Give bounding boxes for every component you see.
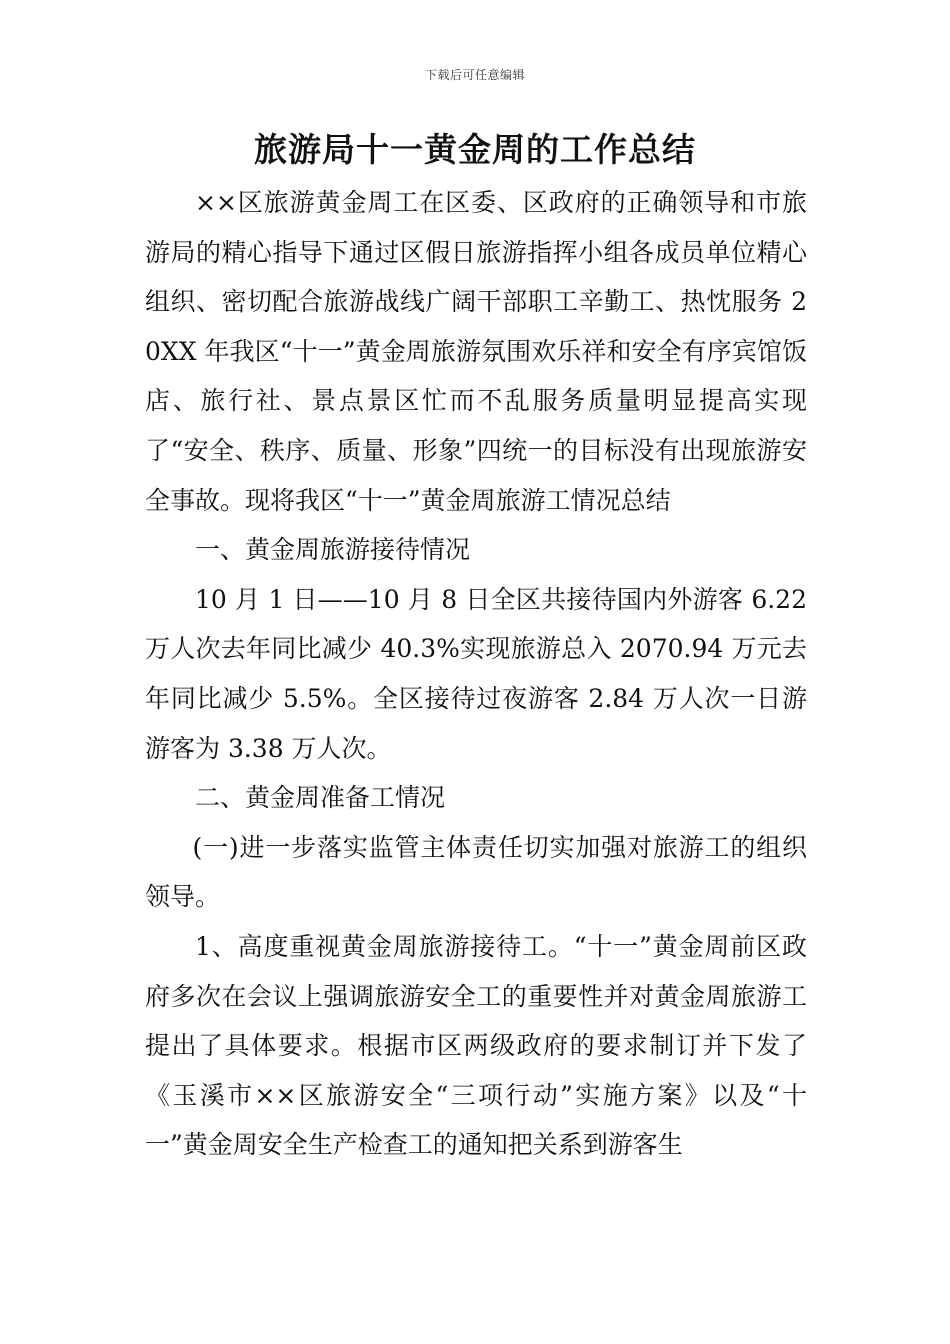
header-note: 下载后可任意编辑 <box>424 68 525 82</box>
paragraph-reception-stats: 10 月 1 日——10 月 8 日全区共接待国内外游客 6.22 万人次去年同比减少 40.3%实现旅游总入 2070.94 万元去年同比减少 5.5%。全区接待过夜游客 2.84 万人次一日游游客为 3.38 万人次。 <box>145 584 807 763</box>
subsection-heading-responsibility: (一)进一步落实监管主体责任切实加强对旅游工的组织领导。 <box>145 832 807 912</box>
paragraph-item-1: 1、高度重视黄金周旅游接待工。“十一”黄金周前区政府多次在会议上强调旅游安全工的重要性并对黄金周旅游工提出了具体要求。根据市区两级政府的要求制订并下发了《玉溪市××区旅游安全“三项行动”实施方案》以及“十一”黄金周安全生产检查工的通知把关系到游客生 <box>145 931 807 1160</box>
document-body <box>145 178 807 1170</box>
section-heading-reception: 一、黄金周旅游接待情况 <box>195 535 471 565</box>
paragraph-intro: ××区旅游黄金周工在区委、区政府的正确领导和市旅游局的精心指导下通过区假日旅游指挥小组各成员单位精心组织、密切配合旅游战线广阔干部职工辛勤工、热忱服务 20XX 年我区“十一”黄金周旅游氛围欢乐祥和安全有序宾馆饭店、旅行社、景点景区忙而不乱服务质量明显提高实现了“安全、秩序、质量、形象”四统一的目标没有出现旅游安全事故。现将我区“十一”黄金周旅游工情况总结 <box>145 188 807 515</box>
document-title: 旅游局十一黄金周的工作总结 <box>254 130 696 169</box>
section-heading-preparation: 二、黄金周准备工情况 <box>195 783 446 813</box>
